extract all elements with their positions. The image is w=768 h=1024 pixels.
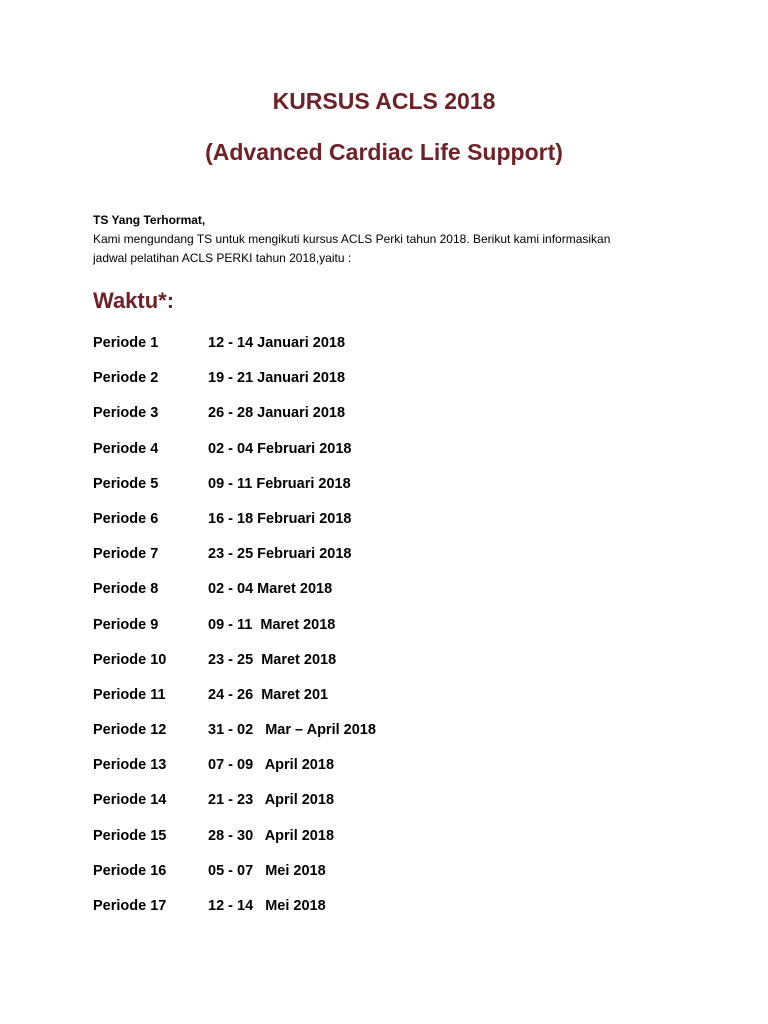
period-label: Periode 16 [93,862,167,879]
period-date: 31 - 02 Mar – April 2018 [208,722,376,739]
schedule-row [93,615,593,650]
period-label: Periode 14 [93,792,167,809]
document-subtitle: (Advanced Cardiac Life Support) [205,139,563,165]
salutation: TS Yang Terhormat, [93,213,206,227]
period-date: 23 - 25 Februari 2018 [208,546,352,563]
period-label: Periode 2 [93,370,159,387]
period-label: Periode 3 [93,405,159,422]
period-date: 12 - 14 Mei 2018 [208,898,326,914]
period-date: 09 - 11 Maret 2018 [208,616,336,633]
schedule-row [93,544,593,579]
schedule-row [93,861,593,896]
intro-line-1: Kami mengundang TS untuk mengikuti kursus ACLS Perki tahun 2018. Berikut kami informasikan [93,232,611,246]
period-date: 16 - 18 Februari 2018 [208,510,352,527]
period-label: Periode 17 [93,898,167,914]
schedule-row [93,720,593,755]
schedule-row [93,333,593,368]
schedule-row [93,790,593,825]
period-date: 07 - 09 April 2018 [208,757,335,774]
period-label: Periode 11 [93,686,166,703]
period-label: Periode 5 [93,475,159,492]
period-date: 19 - 21 Januari 2018 [208,370,346,387]
period-label: Periode 10 [93,651,167,668]
period-label: Periode 6 [93,510,159,527]
schedule-row [93,579,593,614]
intro-block [93,211,693,268]
schedule-row [93,650,593,685]
schedule-heading: Waktu*: [93,288,175,313]
period-date: 02 - 04 Februari 2018 [208,440,352,457]
intro-line-2: jadwal pelatihan ACLS PERKI tahun 2018,yaitu : [93,251,352,265]
schedule-row [93,474,593,509]
period-date: 09 - 11 Februari 2018 [208,475,351,492]
period-label: Periode 8 [93,581,159,598]
period-label: Periode 7 [93,546,159,563]
period-label: Periode 13 [93,757,167,774]
period-date: 24 - 26 Maret 201 [208,686,329,703]
period-date: 23 - 25 Maret 2018 [208,651,337,668]
schedule-row [93,368,593,403]
schedule-row [93,439,593,474]
period-date: 26 - 28 Januari 2018 [208,405,346,422]
schedule-row [93,826,593,861]
period-label: Periode 12 [93,722,167,739]
schedule-row [93,755,593,790]
schedule-row [93,403,593,438]
schedule-list [93,333,593,931]
period-label: Periode 15 [93,827,167,844]
period-date: 05 - 07 Mei 2018 [208,862,326,879]
schedule-row [93,685,593,720]
schedule-row [93,509,593,544]
period-label: Periode 9 [93,616,159,633]
period-date: 21 - 23 April 2018 [208,792,335,809]
schedule-row [93,896,593,931]
period-label: Periode 1 [93,335,159,351]
period-date: 12 - 14 Januari 2018 [208,335,346,351]
document-title: KURSUS ACLS 2018 [272,88,496,114]
period-date: 02 - 04 Maret 2018 [208,581,333,598]
period-date: 28 - 30 April 2018 [208,827,335,844]
period-label: Periode 4 [93,440,159,457]
